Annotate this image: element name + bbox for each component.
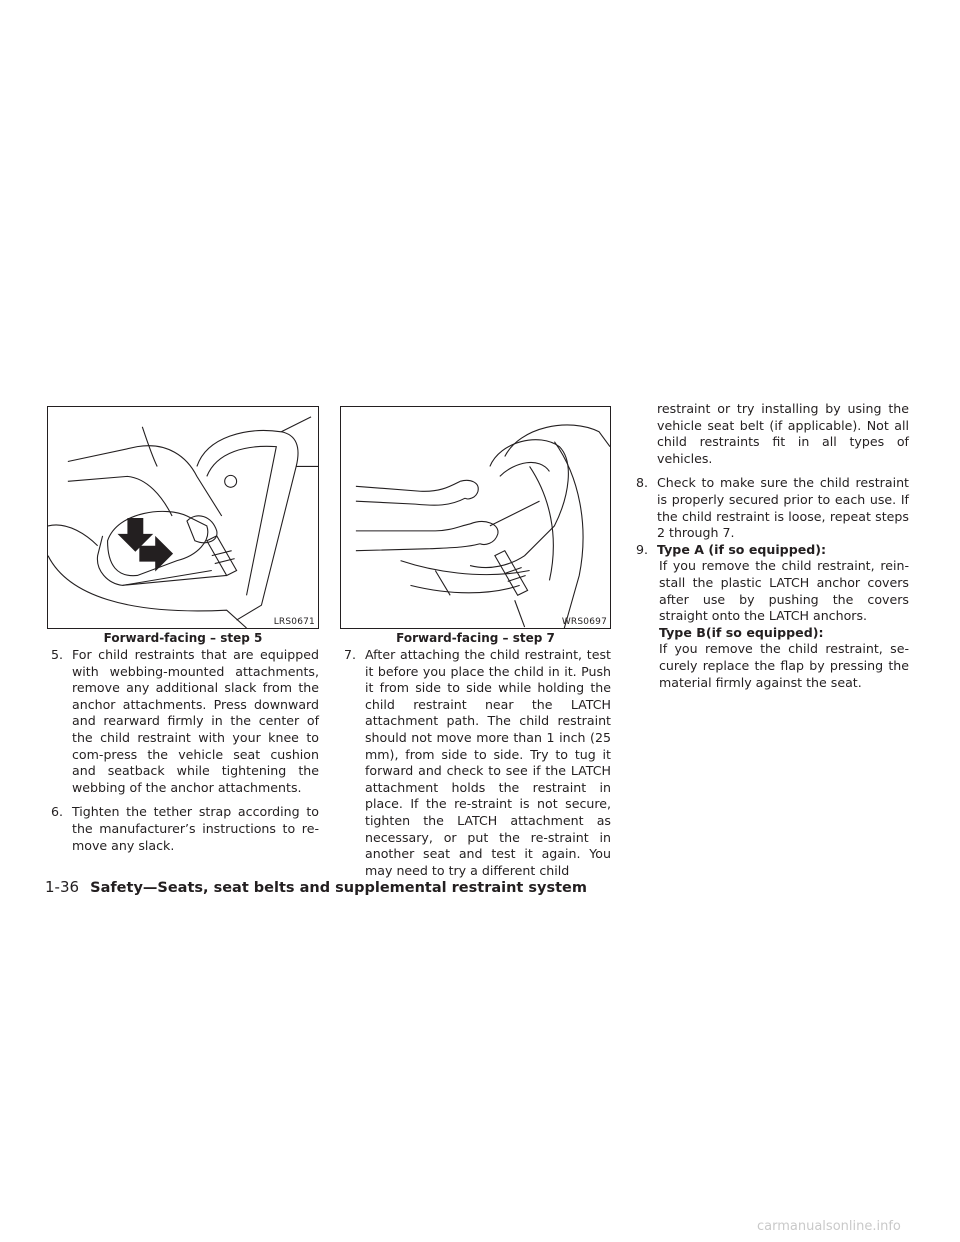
figure-code: LRS0671 <box>273 617 315 627</box>
figure-step-7 <box>340 406 611 629</box>
step-6 <box>47 804 319 854</box>
step-7-continued: restraint or try installing by using the vehicle seat belt (if applicable). Not all child restraints fit in all types of vehicles. <box>657 401 909 466</box>
step-text: For child restraints that are equipped with webbing-mounted attachments, remove any additional slack from the anchor attachments. Press downward and rearward firmly in the center of the child restraint with your knee to com-press the vehicle seat cushion and seatback while tightening the webbing of the anchor attachments. <box>72 647 319 795</box>
step-9-type-a-heading <box>632 542 909 559</box>
page-footer <box>45 877 587 896</box>
step-8 <box>632 475 909 541</box>
step-5 <box>47 647 319 796</box>
watermark: carmanualsonline.info <box>757 1219 901 1234</box>
step-text: After attaching the child restraint, test it before you place the child in it. Push it from side to side while holding the child restraint near the LATCH attachment path. The child restraint should not move more than 1 inch (25 mm), from side to side. Try to tug it forward and check to see if the LATCH attachment holds the restraint in place. If the re-straint is not secure, tighten the LATCH attachment as necessary, or put the re-straint in another seat and test it again. You may need to try a different child <box>365 647 611 878</box>
step-number: 6. <box>51 804 64 820</box>
child-seat-knee-press-illustration <box>48 407 318 628</box>
step-number: 7. <box>344 647 357 662</box>
figure-code: WRS0697 <box>561 617 607 627</box>
heading-text: Type A (if so equipped): <box>657 541 827 557</box>
type-b-heading: Type B(if so equipped): <box>659 624 824 640</box>
text-column-1 <box>47 647 319 854</box>
text-column-2 <box>340 647 611 879</box>
figure-caption: Forward-facing – step 7 <box>396 631 555 645</box>
type-b-text: If you remove the child restraint, se-curely replace the flap by pressing the material firmly against the seat. <box>659 641 909 690</box>
step-number: 5. <box>51 647 64 662</box>
type-a-text: If you remove the child restraint, rein-stall the plastic LATCH anchor covers after use by pushing the covers straight onto the LATCH anchors. <box>659 558 909 624</box>
step-number: 8. <box>636 475 649 491</box>
text-column-3 <box>632 401 909 691</box>
figure-caption: Forward-facing – step 5 <box>103 631 263 645</box>
step-text: Check to make sure the child restraint is properly secured prior to each use. If the child restraint is loose, repeat steps 2 through 7. <box>657 475 909 541</box>
child-seat-test-illustration <box>341 407 610 628</box>
section-title: Safety—Seats, seat belts and supplemental restraint system <box>90 880 587 896</box>
step-text: Tighten the tether strap according to the manufacturer’s instructions to re-move any slack. <box>72 804 319 853</box>
page-number: 1-36 <box>45 878 80 896</box>
figure-step-5 <box>47 406 319 629</box>
step-7 <box>340 647 611 879</box>
step-number: 9. <box>636 541 649 557</box>
